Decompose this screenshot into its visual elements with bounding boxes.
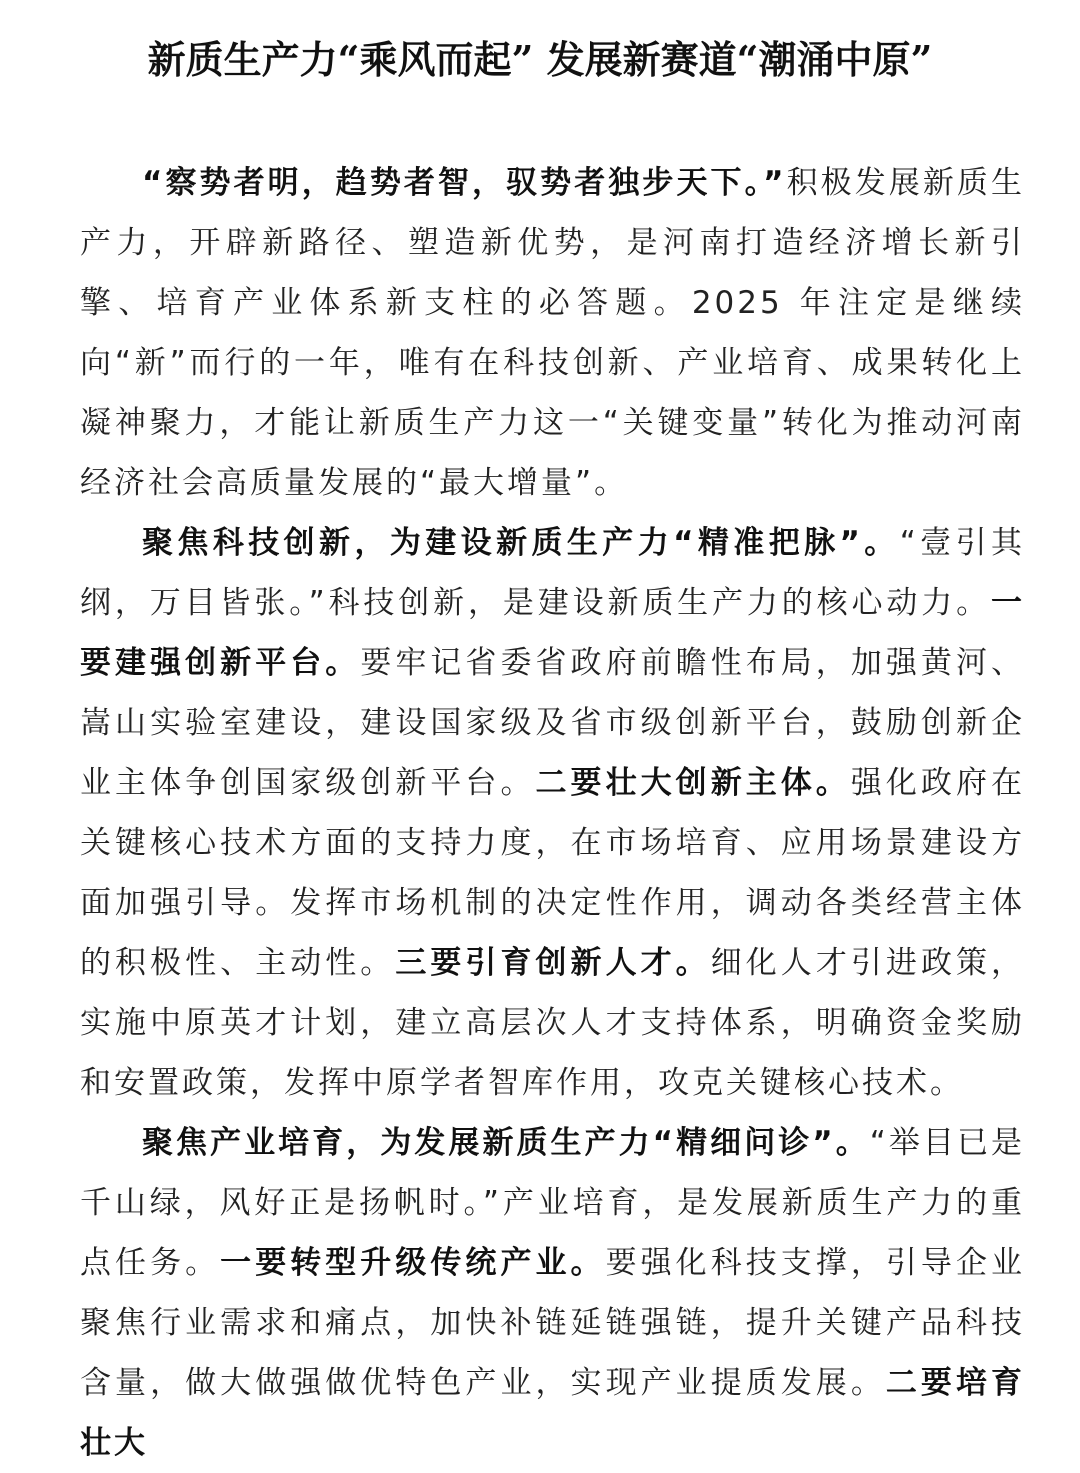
paragraph-3-point-1: 一要转型升级传统产业。 xyxy=(220,1245,606,1281)
paragraph-2-text-1: “壹引其纲，万目皆张。”科技创新，是建设新质生产力的核心动力。 xyxy=(80,525,1026,621)
paragraph-1-text: 积极发展新质生产力，开辟新路径、塑造新优势，是河南打造经济增长新引擎、培育产业体系新支柱的必答题。2025 年注定是继续向“新”而行的一年，唯有在科技创新、产业培育、成果转化上凝神聚力，才能让新质生产力这一“关键变量”转化为推动河南经济社会高质量发展的“最大增量”。 xyxy=(80,165,1026,501)
paragraph-2-lead: 聚焦科技创新，为建设新质生产力“精准把脉”。 xyxy=(142,525,900,561)
paragraph-3-text-1: “举目已是千山绿，风好正是扬帆时。”产业培育，是发展新质生产力的重点任务。 xyxy=(80,1125,1026,1281)
paragraph-2-point-2: 二要壮大创新主体。 xyxy=(535,765,851,801)
paragraph-2-point-1: 一要建强创新平台。 xyxy=(80,585,1025,681)
document-title: 新质生产力“乘风而起” 发展新赛道“潮涌中原” xyxy=(147,37,933,82)
paragraph-2-text-3: 强化政府在关键核心技术方面的支持力度，在市场培育、应用场景建设方面加强引导。发挥市场机制的决定性作用，调动各类经营主体的积极性、主动性。 xyxy=(80,765,1026,981)
paragraph-2-text-2: 要牢记省委省政府前瞻性布局，加强黄河、嵩山实验室建设，建设国家级及省市级创新平台，鼓励创新企业主体争创国家级创新平台。 xyxy=(80,645,1026,801)
paragraph-3 xyxy=(80,1113,1025,1473)
paragraph-3-point-2: 二要培育壮大 xyxy=(80,1365,1026,1461)
paragraph-1-lead: “察势者明，趋势者智，驭势者独步天下。” xyxy=(142,165,787,201)
document-body xyxy=(80,153,1025,1473)
paragraph-2-text-4: 细化人才引进政策，实施中原英才计划，建立高层次人才支持体系，明确资金奖励和安置政策，发挥中原学者智库作用，攻克关键核心技术。 xyxy=(80,945,1026,1101)
paragraph-3-lead: 聚焦产业培育，为发展新质生产力“精细问诊”。 xyxy=(142,1125,870,1161)
paragraph-3-text-2: 要强化科技支撑，引导企业聚焦行业需求和痛点，加快补链延链强链，提升关键产品科技含量，做大做强做优特色产业，实现产业提质发展。 xyxy=(80,1245,1026,1401)
paragraph-2-point-3: 三要引育创新人才。 xyxy=(395,945,711,981)
paragraph-2 xyxy=(80,513,1025,1113)
paragraph-1 xyxy=(80,153,1025,513)
